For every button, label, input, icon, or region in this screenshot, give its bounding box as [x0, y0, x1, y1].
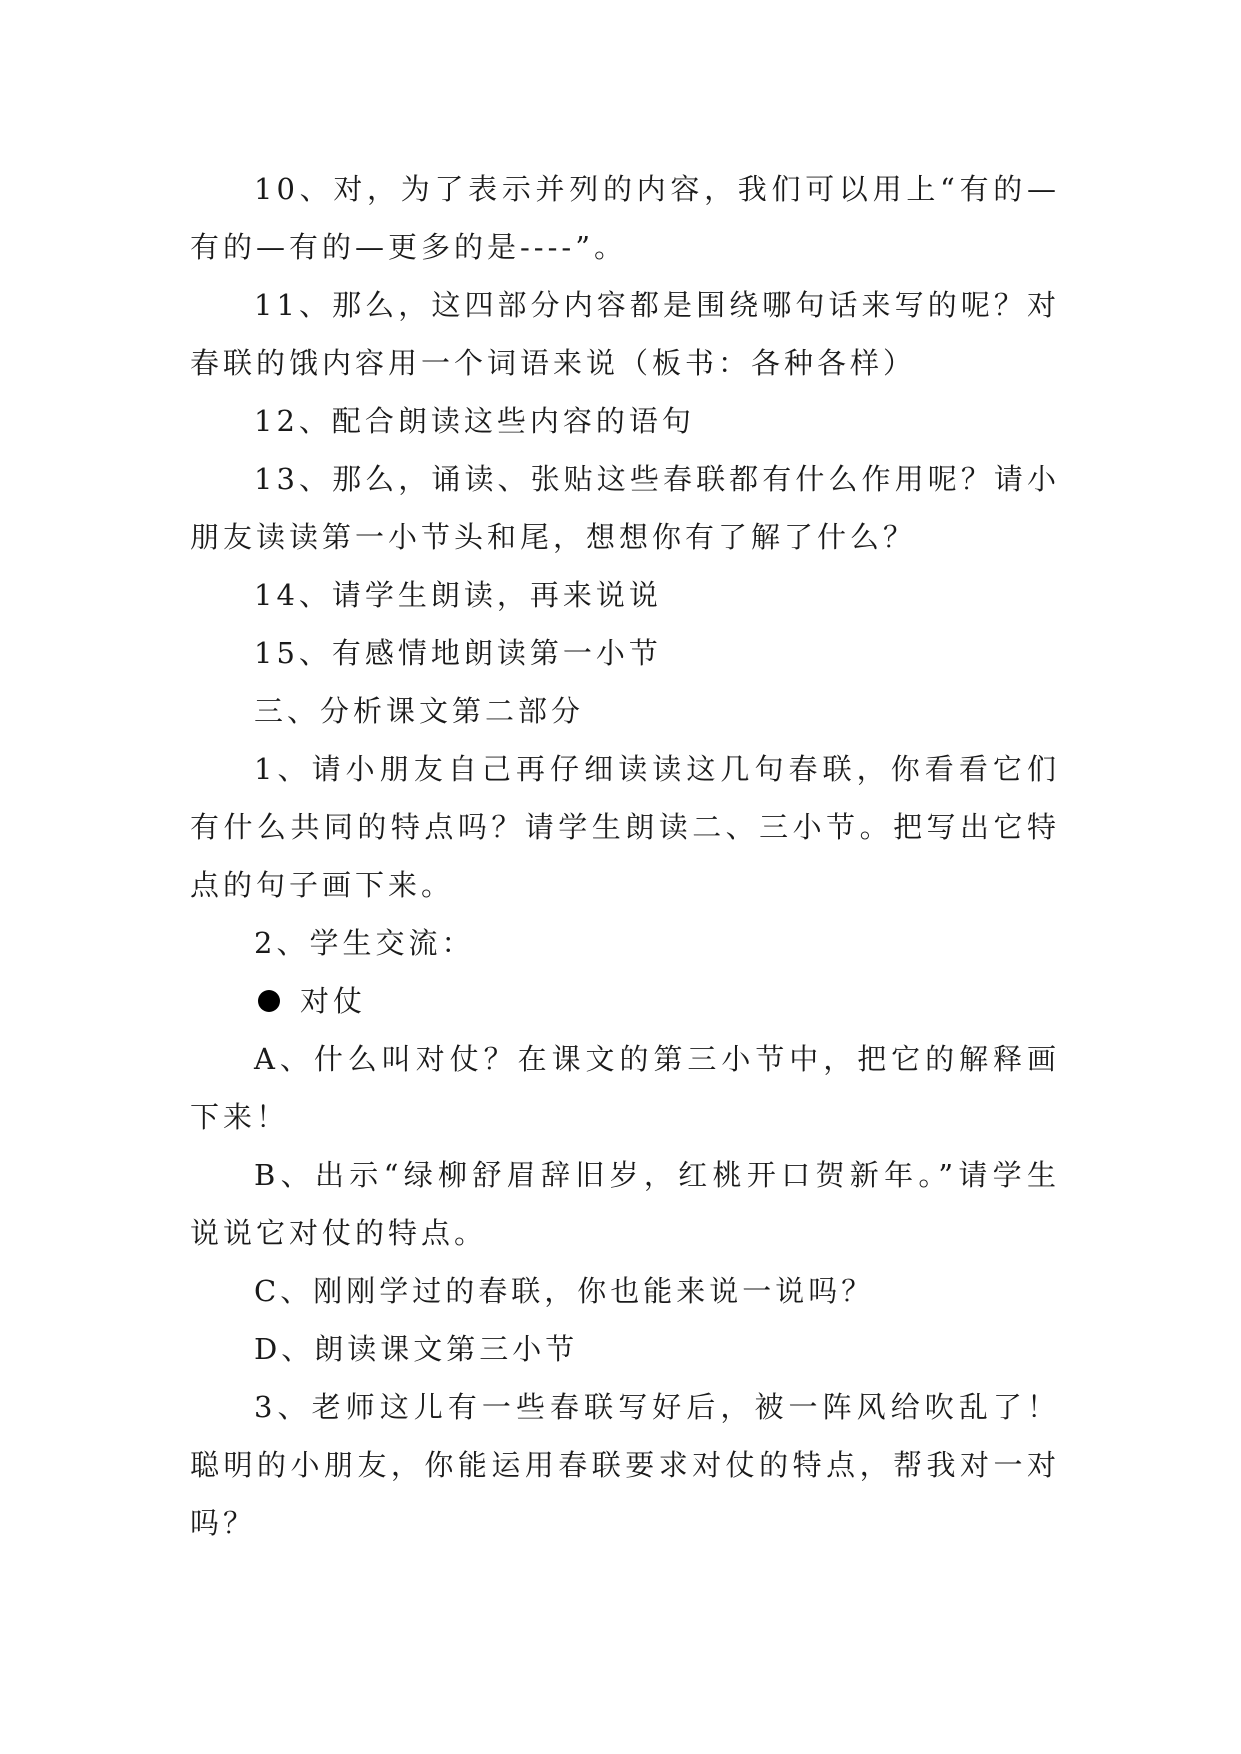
paragraph-13: 13、那么，诵读、张贴这些春联都有什么作用呢？请小朋友读读第一小节头和尾，想想你有了解了什么？	[190, 462, 1060, 554]
paragraph-c: C、刚刚学过的春联，你也能来说一说吗？	[254, 1274, 875, 1308]
paragraph-a: A、什么叫对仗？在课文的第三小节中，把它的解释画下来！	[190, 1042, 1060, 1134]
paragraph-15: 15、有感情地朗读第一小节	[254, 636, 662, 670]
paragraph-10: 10、对，为了表示并列的内容，我们可以用上“有的—有的—有的—更多的是----”。	[190, 172, 1060, 264]
paragraph-b: B、出示“绿柳舒眉辞旧岁，红桃开口贺新年。”请学生说说它对仗的特点。	[190, 1158, 1060, 1250]
paragraph-part-two-2: 2、学生交流：	[254, 926, 475, 960]
paragraph-11: 11、那么，这四部分内容都是围绕哪句话来写的呢？对春联的饿内容用一个词语来说（板书：各种各样）	[190, 288, 1060, 380]
paragraph-14: 14、请学生朗读，再来说说	[254, 578, 662, 612]
bullet-text: 对仗	[300, 984, 367, 1018]
document-page	[190, 160, 1060, 1552]
paragraph-d: D、朗读课文第三小节	[254, 1332, 579, 1366]
paragraph-part-two-1: 1、请小朋友自己再仔细读读这几句春联，你看看它们有什么共同的特点吗？请学生朗读二、三小节。把写出它特点的句子画下来。	[190, 752, 1060, 902]
filled-circle-icon	[258, 990, 280, 1012]
bullet-item-duizhang	[190, 972, 1060, 1030]
section-heading-part-two: 三、分析课文第二部分	[254, 694, 585, 728]
paragraph-part-two-3: 3、老师这儿有一些春联写好后，被一阵风给吹乱了！聪明的小朋友，你能运用春联要求对仗的特点，帮我对一对吗？	[190, 1390, 1060, 1540]
paragraph-12: 12、配合朗读这些内容的语句	[254, 404, 695, 438]
